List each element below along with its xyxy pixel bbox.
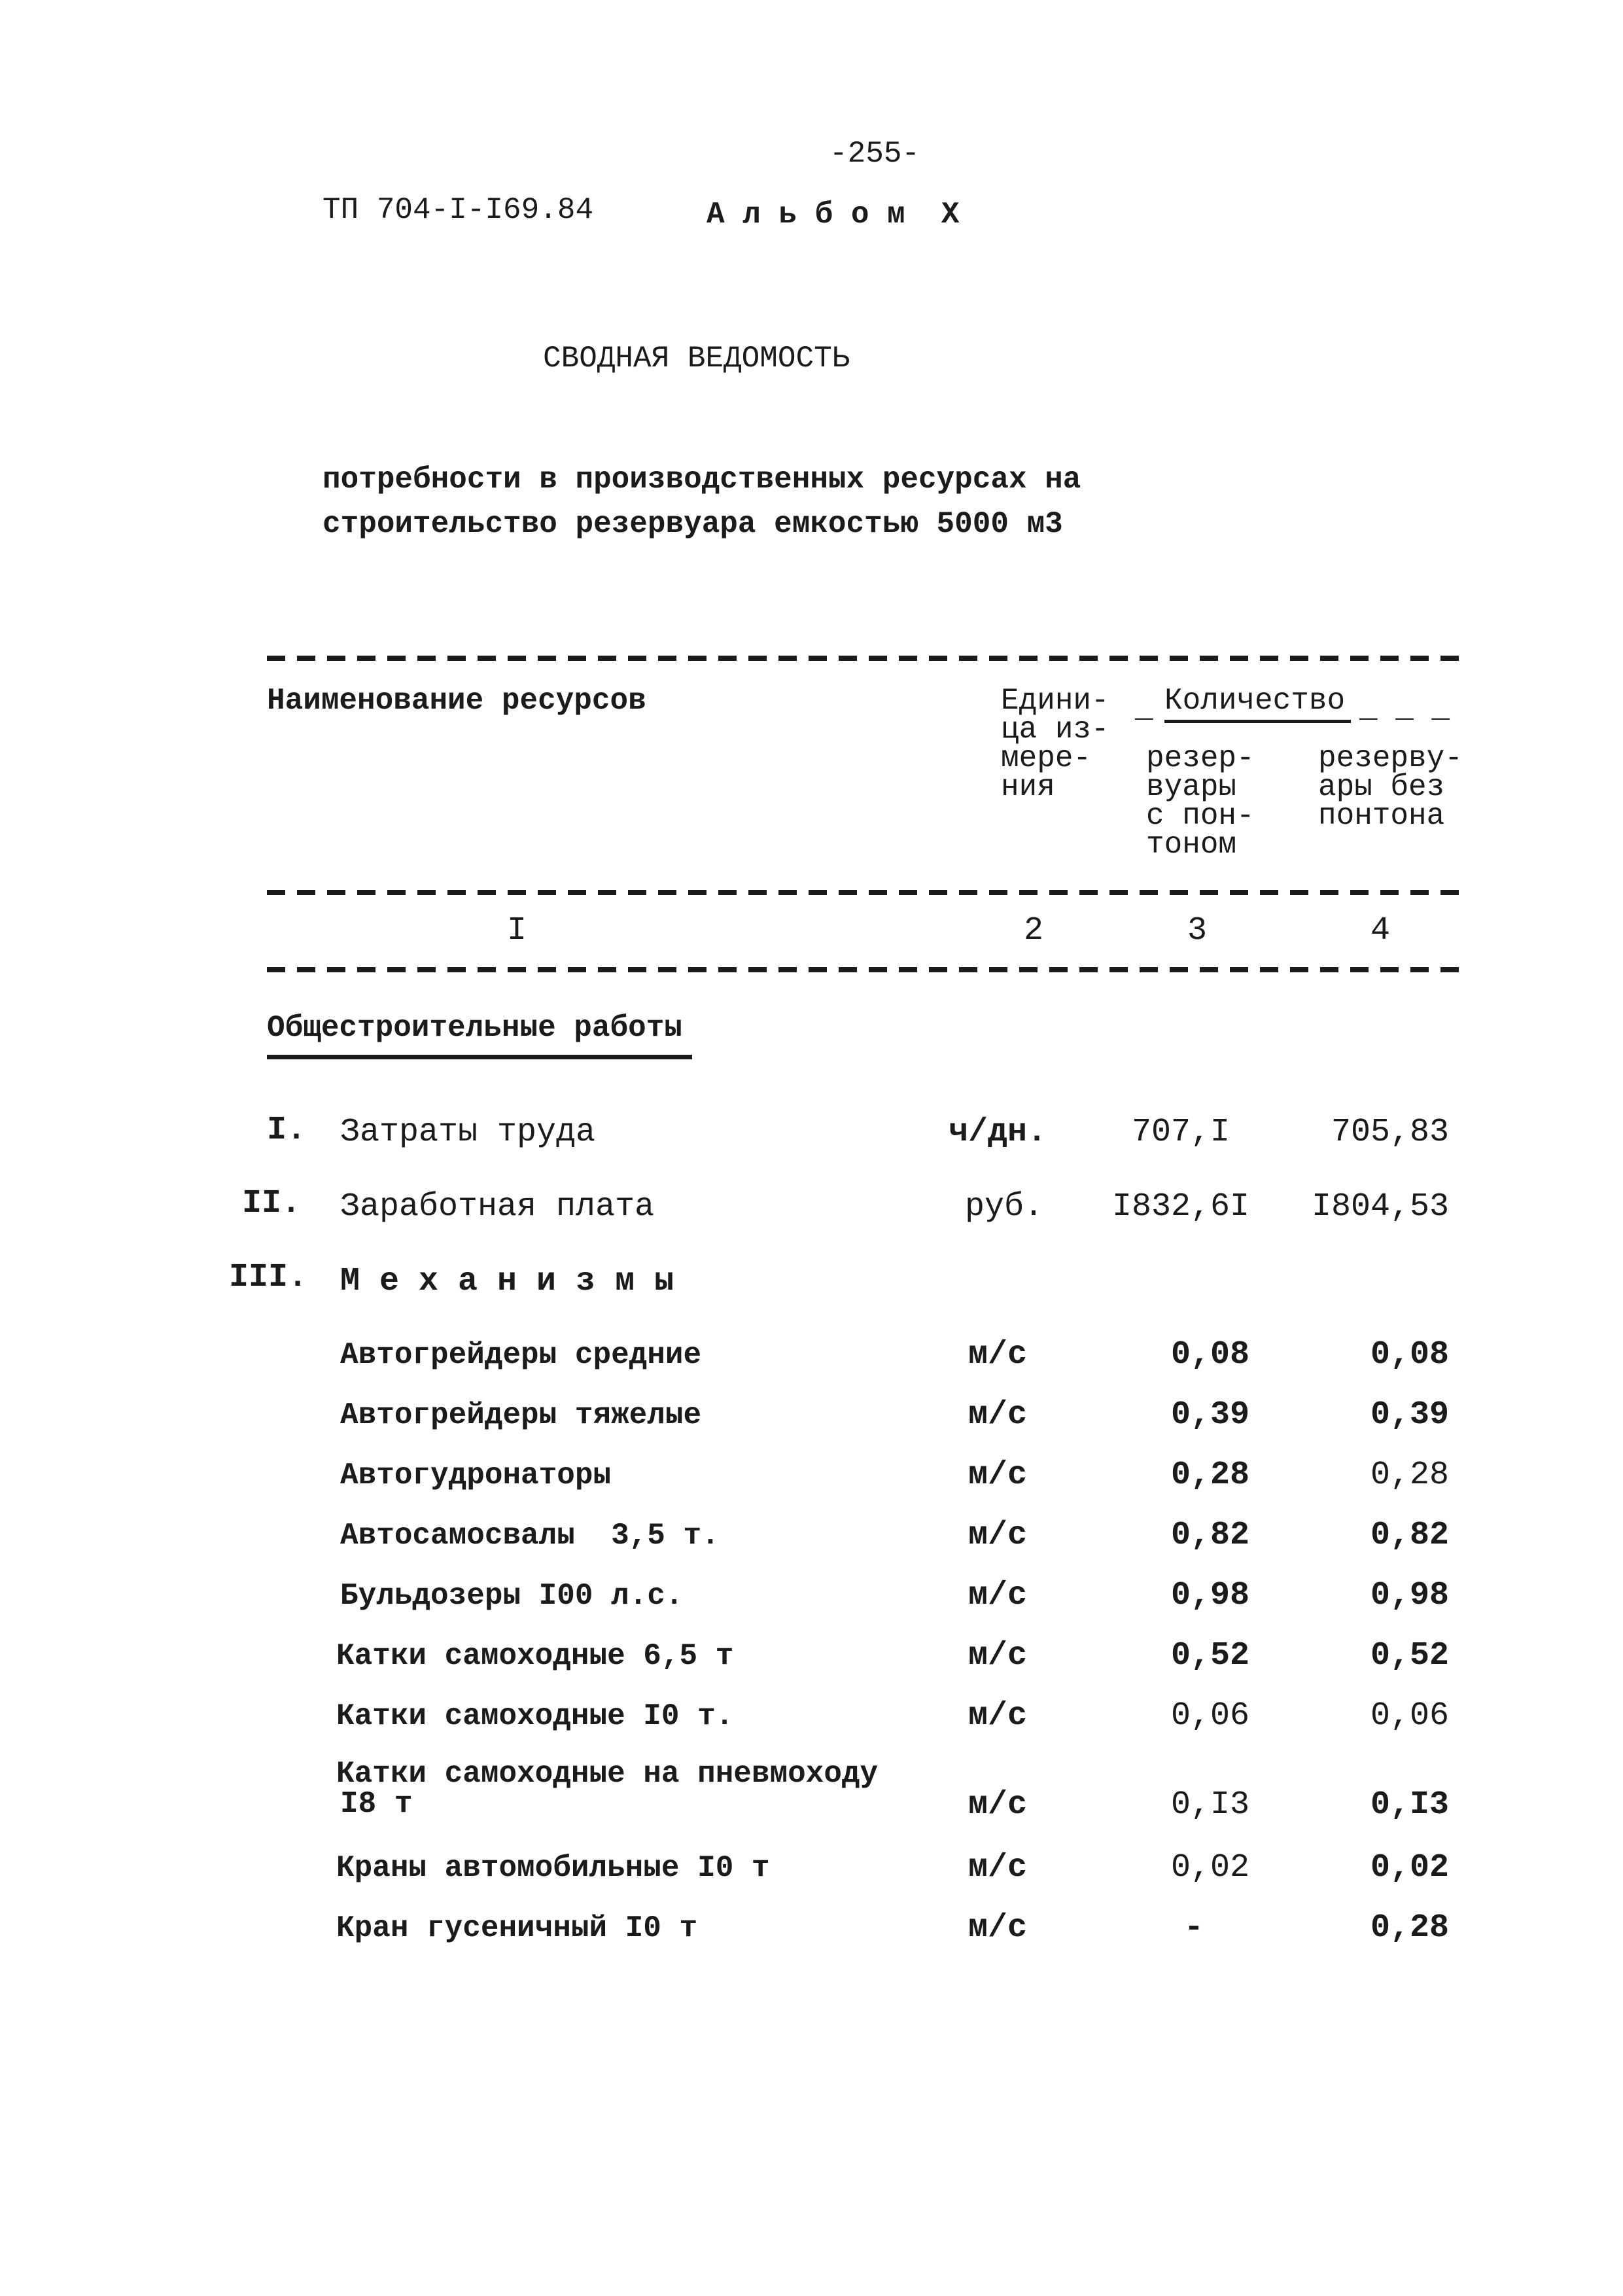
mechanism-name: Катки самоходные I0 т.	[336, 1699, 734, 1733]
mechanism-value-with-pontoon: 0,02	[1170, 1849, 1249, 1886]
mechanism-unit: м/с	[968, 1637, 1028, 1674]
column-number-1: I	[506, 912, 527, 949]
mechanism-value-without-pontoon: 0,I3	[1370, 1786, 1449, 1824]
unit-header-line: Едини-	[1001, 684, 1109, 718]
mechanism-name: Бульдозеры I00 л.с.	[340, 1579, 684, 1613]
mechanism-value-with-pontoon: -	[1183, 1909, 1204, 1947]
table-top-rule	[267, 656, 1467, 661]
mechanism-value-with-pontoon: 0,06	[1170, 1697, 1249, 1735]
without-pontoon-header-line: ары без	[1318, 770, 1445, 804]
row-unit: ч/дн.	[949, 1114, 1047, 1151]
document-title: СВОДНАЯ ВЕДОМОСТЬ	[543, 342, 850, 376]
quantity-trail-dash: _ _ _	[1359, 692, 1450, 726]
quantity-header-underline	[1164, 720, 1351, 723]
row-name: М е х а н и з м ы	[340, 1263, 674, 1300]
row-name: Затраты труда	[340, 1114, 596, 1151]
mechanism-value-without-pontoon: 0,98	[1370, 1577, 1449, 1614]
row-value-with-pontoon: 707,I	[1131, 1114, 1230, 1151]
mechanism-value-with-pontoon: 0,39	[1170, 1396, 1249, 1434]
mechanism-name: Катки самоходные 6,5 т	[336, 1639, 734, 1673]
mechanism-value-with-pontoon: 0,I3	[1170, 1786, 1249, 1824]
document-code: ТП 704-I-I69.84	[323, 193, 594, 227]
mechanism-name: Автосамосвалы 3,5 т.	[340, 1519, 720, 1553]
mechanism-name: Автогрейдеры средние	[340, 1338, 702, 1372]
page-number: -255-	[829, 137, 920, 171]
album-label: А л ь б о м Х	[707, 198, 960, 232]
unit-header-line: ца из-	[1001, 713, 1109, 747]
mechanism-unit: м/с	[968, 1396, 1028, 1434]
row-number: I.	[267, 1112, 307, 1149]
header-bottom-rule	[267, 890, 1467, 895]
mechanism-value-without-pontoon: 0,08	[1370, 1336, 1449, 1373]
mechanism-value-without-pontoon: 0,28	[1370, 1909, 1449, 1947]
row-unit: руб.	[965, 1188, 1044, 1226]
mechanism-value-with-pontoon: 0,98	[1170, 1577, 1249, 1614]
mechanism-value-without-pontoon: 0,39	[1370, 1396, 1449, 1434]
unit-header-line: мере-	[1001, 741, 1092, 775]
without-pontoon-header-line: резерву-	[1318, 741, 1463, 775]
mechanism-unit: м/с	[968, 1336, 1028, 1373]
with-pontoon-header-line: резер-	[1146, 741, 1255, 775]
row-name: Заработная плата	[340, 1188, 655, 1226]
mechanism-unit: м/с	[968, 1849, 1028, 1886]
mechanism-value-without-pontoon: 0,06	[1370, 1697, 1449, 1735]
column-number-2: 2	[1023, 912, 1043, 949]
mechanism-unit: м/с	[968, 1577, 1028, 1614]
with-pontoon-header-line: тоном	[1146, 828, 1237, 862]
section-title: Общестроительные работы	[267, 1011, 682, 1045]
row-value-with-pontoon: I832,6I	[1111, 1188, 1249, 1226]
mechanism-value-without-pontoon: 0,52	[1370, 1637, 1449, 1674]
with-pontoon-header-line: вуары	[1146, 770, 1237, 804]
mechanism-unit: м/с	[968, 1457, 1028, 1494]
mechanism-name: Кран гусеничный I0 т	[336, 1911, 698, 1945]
mechanism-value-without-pontoon: 0,82	[1370, 1517, 1449, 1554]
with-pontoon-header-line: с пон-	[1146, 799, 1255, 833]
row-number: II.	[242, 1185, 302, 1222]
mechanism-value-without-pontoon: 0,28	[1370, 1457, 1449, 1494]
column-number-3: 3	[1187, 912, 1207, 949]
row-number: III.	[229, 1259, 308, 1296]
column-header-name: Наименование ресурсов	[267, 684, 646, 718]
mechanism-name: Автогрейдеры тяжелые	[340, 1398, 702, 1432]
unit-header-line: ния	[1001, 770, 1055, 804]
section-title-underline	[267, 1055, 692, 1059]
mechanism-value-with-pontoon: 0,08	[1170, 1336, 1249, 1373]
mechanism-value-with-pontoon: 0,52	[1170, 1637, 1249, 1674]
mechanism-value-with-pontoon: 0,82	[1170, 1517, 1249, 1554]
quantity-lead-dash: _	[1135, 692, 1153, 726]
mechanism-name: Катки самоходные на пневмоходу	[336, 1757, 879, 1791]
mechanism-name: Автогудронаторы	[340, 1458, 612, 1492]
mechanism-unit: м/с	[968, 1517, 1028, 1554]
mechanism-unit: м/с	[968, 1909, 1028, 1947]
mechanism-value-with-pontoon: 0,28	[1170, 1457, 1249, 1494]
row-value-without-pontoon: 705,83	[1331, 1114, 1449, 1151]
mechanism-unit: м/с	[968, 1697, 1028, 1735]
mechanism-unit: м/с	[968, 1786, 1028, 1824]
column-header-quantity: Количество	[1164, 684, 1346, 718]
mechanism-name: Краны автомобильные I0 т	[336, 1851, 770, 1885]
mechanism-name-cont: I8 т	[340, 1787, 413, 1821]
column-numbers-rule	[267, 967, 1467, 972]
column-number-4: 4	[1370, 912, 1390, 949]
row-value-without-pontoon: I804,53	[1311, 1188, 1449, 1226]
subtitle-line-1: потребности в производственных ресурсах на	[323, 463, 1081, 497]
subtitle-line-2: строительство резервуара емкостью 5000 м3	[323, 507, 1063, 541]
mechanism-value-without-pontoon: 0,02	[1370, 1849, 1449, 1886]
without-pontoon-header-line: понтона	[1318, 799, 1445, 833]
